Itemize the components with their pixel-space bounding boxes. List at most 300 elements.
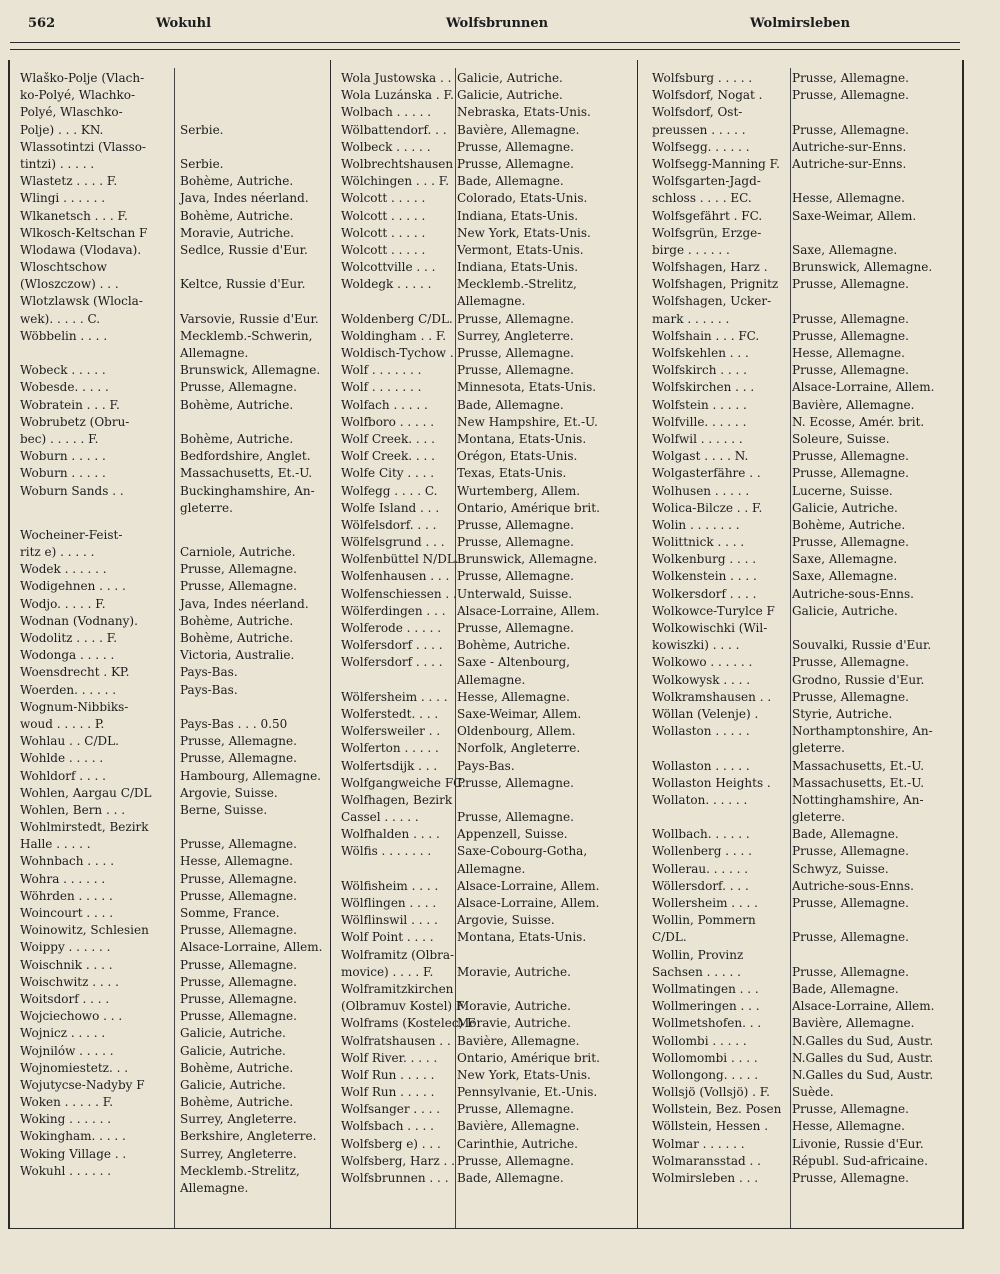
place-name-line: tintzi) . . . . . xyxy=(20,156,95,171)
place-name-line: Wolfsbrunnen . . . xyxy=(341,1171,449,1185)
place-location-line: Keltce, Russie d'Eur. xyxy=(180,277,306,292)
place-location xyxy=(786,620,960,654)
place-location-line: Bade, Allemagne. xyxy=(457,174,564,189)
place-name-line: Wolfegg . . . . C. xyxy=(341,483,438,498)
place-location-line: Bade, Allemagne. xyxy=(457,1171,564,1185)
place-name xyxy=(642,534,786,551)
place-name-line: Wolbach . . . . . xyxy=(341,105,432,120)
gazetteer-entry xyxy=(331,689,637,706)
place-location-line: Soleure, Suisse. xyxy=(792,431,890,446)
place-name xyxy=(642,139,786,156)
place-name xyxy=(10,139,174,173)
gazetteer-entry xyxy=(331,551,637,568)
place-location-line: Hesse, Allemagne. xyxy=(180,854,293,869)
place-name xyxy=(10,733,174,750)
place-location xyxy=(174,939,324,956)
place-name-line: Wobrubetz (Obru- xyxy=(20,414,130,429)
place-location xyxy=(451,139,637,156)
place-location-line: Prusse, Allemagne. xyxy=(180,888,297,903)
place-name-line xyxy=(20,500,174,517)
gazetteer-entry xyxy=(331,259,637,276)
place-location xyxy=(451,981,637,1015)
place-location-line: Hambourg, Allemagne. xyxy=(180,768,321,783)
place-name xyxy=(331,465,451,482)
place-name xyxy=(331,1136,451,1153)
gazetteer-entry xyxy=(331,242,637,259)
place-location-line: Vermont, Etats-Unis. xyxy=(457,242,584,257)
place-name-line: Wolkowo . . . . . . xyxy=(652,655,753,670)
place-location-line: Moravie, Autriche. xyxy=(457,964,571,979)
place-location xyxy=(174,1060,324,1077)
place-name xyxy=(642,861,786,878)
place-location-line: Prusse, Allemagne. xyxy=(792,328,909,343)
place-name xyxy=(10,974,174,991)
place-location xyxy=(451,551,637,568)
place-name-line: Wocheiner-Feist- xyxy=(20,527,123,542)
place-name xyxy=(642,586,786,603)
gazetteer-entry xyxy=(10,647,324,664)
place-name xyxy=(642,173,786,207)
place-name-line: Woincourt . . . . xyxy=(20,906,114,920)
place-location-line: Pays-Bas . . . 0.50 xyxy=(180,716,288,731)
gazetteer-entry xyxy=(331,706,637,723)
gazetteer-entry xyxy=(642,139,960,156)
gazetteer-entry xyxy=(10,991,324,1008)
place-name-line: Wolferstedt. . . . xyxy=(341,706,439,721)
place-name xyxy=(331,637,451,654)
place-location-line: N.Galles du Sud, Austr. xyxy=(792,1050,934,1065)
place-location-line: Prusse, Allemagne. xyxy=(792,964,909,979)
place-name-line: bec) . . . . . F. xyxy=(20,431,99,446)
place-name xyxy=(642,328,786,345)
place-location-line: Prusse, Allemagne. xyxy=(792,277,909,292)
gazetteer-entry xyxy=(10,1111,324,1128)
place-location xyxy=(786,1067,960,1084)
place-location-line: Victoria, Australie. xyxy=(180,648,295,663)
place-location-line: Pays-Bas. xyxy=(180,665,238,680)
gazetteer-entry xyxy=(331,448,637,465)
place-location-line: Souvalki, Russie d'Eur. xyxy=(792,638,932,653)
place-location-line: Bohème, Autriche. xyxy=(792,517,906,532)
place-location xyxy=(786,156,960,173)
gazetteer-entry xyxy=(331,568,637,585)
place-location-line xyxy=(457,947,637,964)
place-location-line: Saxe - Altenbourg, xyxy=(457,655,570,670)
place-name xyxy=(10,465,174,482)
place-location-line: Java, Indes néerland. xyxy=(180,191,309,206)
gazetteer-entry xyxy=(331,1136,637,1153)
place-name xyxy=(642,775,786,792)
place-name-line: Wola Justowska . . xyxy=(341,71,452,85)
place-name-line: Wojnilów . . . . . xyxy=(20,1043,114,1058)
place-name xyxy=(10,853,174,870)
gazetteer-entry xyxy=(10,465,324,482)
place-name xyxy=(331,826,451,843)
place-location-line: Prusse, Allemagne. xyxy=(792,1102,909,1117)
place-location-line: Hesse, Allemagne. xyxy=(457,689,570,704)
place-location-line: Prusse, Allemagne. xyxy=(792,844,909,859)
place-location-line: Galicie, Autriche. xyxy=(180,1077,286,1092)
place-name-line: Wollombi . . . . . xyxy=(652,1033,747,1048)
gazetteer-entry xyxy=(10,70,324,139)
gazetteer-entry xyxy=(331,190,637,207)
place-location xyxy=(786,706,960,723)
place-name xyxy=(10,1094,174,1111)
place-location xyxy=(451,895,637,912)
place-location-line xyxy=(792,173,960,190)
running-header xyxy=(8,16,960,40)
place-location-line xyxy=(457,792,637,809)
place-name xyxy=(10,785,174,802)
place-location xyxy=(786,483,960,500)
place-location xyxy=(174,1077,324,1094)
gazetteer-entry xyxy=(10,1060,324,1077)
place-name-line: Wohldorf . . . . xyxy=(20,768,106,783)
place-location xyxy=(786,1050,960,1067)
gazetteer-entry xyxy=(10,448,324,465)
place-location xyxy=(174,1025,324,1042)
place-name-line: Wodjo. . . . . F. xyxy=(20,596,106,611)
place-location-line: New Hampshire, Et.-U. xyxy=(457,414,598,429)
place-name xyxy=(10,397,174,414)
place-name-line: Wojnicz . . . . . xyxy=(20,1026,106,1041)
place-name-line: Wolfsberg e) . . . xyxy=(341,1136,441,1151)
place-name-line: Wolfsberg, Harz . . xyxy=(341,1153,455,1168)
place-location-line: Carinthie, Autriche. xyxy=(457,1136,578,1151)
place-location-line xyxy=(792,912,960,929)
gazetteer-entry xyxy=(642,1170,960,1187)
gazetteer-entry xyxy=(331,500,637,517)
place-name-line: Wodnan (Vodnany). xyxy=(20,613,138,628)
place-location-line: Surrey, Angleterre. xyxy=(180,1112,297,1127)
place-name xyxy=(10,173,174,190)
gazetteer-entry xyxy=(10,733,324,750)
place-location-line: Alsace-Lorraine, Allem. xyxy=(457,896,600,910)
gazetteer-entry xyxy=(10,957,324,974)
place-name xyxy=(642,1118,786,1135)
gazetteer-entry xyxy=(331,122,637,139)
place-location-line: Prusse, Allemagne. xyxy=(457,346,574,360)
place-location xyxy=(174,922,324,939)
gazetteer-entry xyxy=(642,379,960,396)
gazetteer-entry xyxy=(642,843,960,860)
place-name-line: Wollmetshofen. . . xyxy=(652,1016,762,1031)
place-location-line: Montana, Etats-Unis. xyxy=(457,431,587,446)
place-name-line: Woinowitz, Schlesien xyxy=(20,923,149,938)
place-name xyxy=(642,895,786,912)
place-location xyxy=(451,1033,637,1050)
place-name-line: Wobratein . . . F. xyxy=(20,397,120,412)
place-location-line: Massachusetts, Et.-U. xyxy=(180,466,313,481)
place-name xyxy=(331,551,459,568)
place-name xyxy=(10,293,174,327)
place-location-line: Prusse, Allemagne. xyxy=(457,156,574,171)
place-name xyxy=(331,1118,451,1135)
gazetteer-entry xyxy=(10,1128,324,1145)
place-location xyxy=(451,1118,637,1135)
place-name xyxy=(331,947,455,981)
place-location xyxy=(451,1136,637,1153)
place-name xyxy=(331,379,451,396)
place-name-line: movice) . . . . F. xyxy=(341,964,434,979)
gazetteer-entry xyxy=(331,362,637,379)
place-name-line: Wölchingen . . . F. xyxy=(341,174,450,189)
place-name xyxy=(10,1146,174,1163)
place-location xyxy=(451,947,637,981)
place-name-line: Woburn . . . . . xyxy=(20,449,106,464)
place-location xyxy=(786,981,960,998)
place-location-line: Prusse, Allemagne. xyxy=(180,380,297,395)
place-location-line: N. Ecosse, Amér. brit. xyxy=(792,414,925,429)
place-location-line: Pennsylvanie, Et.-Unis. xyxy=(457,1085,598,1100)
place-name-line: schloss . . . . EC. xyxy=(652,191,752,206)
gazetteer-entry xyxy=(331,534,637,551)
gazetteer-entry xyxy=(10,561,324,578)
place-location xyxy=(174,139,324,173)
place-location-line: Nottinghamshire, An- xyxy=(792,792,924,807)
place-location-line: Allemagne. xyxy=(457,672,526,687)
place-name xyxy=(331,397,451,414)
place-name-line: Wolkersdorf . . . . xyxy=(652,586,757,601)
gazetteer-entry xyxy=(642,1101,960,1118)
place-location xyxy=(786,843,960,860)
place-name-line: Wohlen, Aargau C/DL xyxy=(20,785,152,800)
place-location-line: Wurtemberg, Allem. xyxy=(457,483,581,498)
gazetteer-entry xyxy=(10,888,324,905)
place-location xyxy=(451,843,637,877)
gazetteer-entry xyxy=(642,87,960,104)
place-name-line: ritz e) . . . . . xyxy=(20,545,95,560)
gazetteer-entry xyxy=(642,1050,960,1067)
place-location xyxy=(174,173,324,190)
gazetteer-entry xyxy=(331,483,637,500)
gazetteer-entry xyxy=(331,276,637,310)
place-location-line: Prusse, Allemagne. xyxy=(457,1102,574,1117)
place-location xyxy=(174,379,324,396)
place-name-line: Wolfhagen, Bezirk xyxy=(341,792,453,807)
place-name-line: Wolkowysk . . . . xyxy=(652,672,751,687)
place-name-line: Wolcott . . . . . xyxy=(341,242,426,257)
place-location xyxy=(786,775,960,792)
place-location-line: Alsace-Lorraine, Allem. xyxy=(792,999,935,1014)
place-location xyxy=(786,87,960,104)
place-location xyxy=(451,311,637,328)
place-location-line: Alsace-Lorraine, Allem. xyxy=(457,603,600,618)
gazetteer-entry xyxy=(331,740,637,757)
place-location-line: Bohème, Autriche. xyxy=(180,174,294,189)
place-location-line: Prusse, Allemagne. xyxy=(792,466,909,481)
place-name-line: Wohnbach . . . . xyxy=(20,854,115,869)
place-location xyxy=(451,225,637,242)
gazetteer-entry xyxy=(10,1043,324,1060)
place-location-line: Prusse, Allemagne. xyxy=(180,734,297,749)
gazetteer-entry xyxy=(10,853,324,870)
place-name xyxy=(10,1111,174,1128)
place-location-line: Prusse, Allemagne. xyxy=(792,535,909,550)
place-name-line: Wolfsegg. . . . . . xyxy=(652,139,750,154)
gazetteer-entry xyxy=(10,259,324,293)
place-location xyxy=(174,1111,324,1128)
place-name-line: Wolfsdorf, Ost- xyxy=(652,105,743,120)
gazetteer-entry xyxy=(642,706,960,723)
gazetteer-entry xyxy=(331,70,637,87)
gazetteer-entry xyxy=(642,981,960,998)
place-name-line: Wohlmirstedt, Bezirk xyxy=(20,820,149,835)
place-name-line: Sachsen . . . . . xyxy=(652,964,741,979)
place-name xyxy=(331,122,451,139)
place-name xyxy=(642,104,786,138)
gazetteer-entry xyxy=(10,750,324,767)
place-location xyxy=(786,104,960,138)
place-location-line: Prusse, Allemagne. xyxy=(792,311,909,326)
place-name-line: Wollomombi . . . . xyxy=(652,1050,758,1065)
gazetteer-entry xyxy=(331,912,637,929)
place-location xyxy=(174,853,324,870)
gazetteer-entry xyxy=(642,603,960,620)
place-location-line xyxy=(792,104,960,121)
place-location-line: Prusse, Allemagne. xyxy=(792,88,909,103)
place-name-line: Wollenberg . . . . xyxy=(652,844,752,859)
place-name xyxy=(642,379,786,396)
place-name-line: Wohlau . . C/DL. xyxy=(20,734,119,749)
place-name-line: Wolf Run . . . . . xyxy=(341,1085,435,1100)
place-location xyxy=(786,998,960,1015)
place-name xyxy=(10,362,174,379)
place-location-line xyxy=(792,225,960,242)
place-name xyxy=(331,190,451,207)
place-location xyxy=(786,173,960,207)
place-location-line: Prusse, Allemagne. xyxy=(457,535,574,550)
gazetteer-entry xyxy=(642,1015,960,1032)
gazetteer-entry xyxy=(331,929,637,946)
place-name-line: Wojutycse-Nadyby F xyxy=(20,1077,145,1092)
place-name-line: Wollin, Pommern xyxy=(652,913,756,928)
place-name-line: Wolfsburg . . . . . xyxy=(652,71,753,85)
place-name xyxy=(642,689,786,706)
place-name xyxy=(642,448,786,465)
gazetteer-entry xyxy=(10,596,324,613)
place-location-line xyxy=(792,947,960,964)
place-location-line: Alsace-Lorraine, Allem. xyxy=(457,878,600,893)
place-location xyxy=(451,362,637,379)
place-name-line: Wlkanetsch . . . F. xyxy=(20,208,128,223)
place-location-line: Buckinghamshire, An- xyxy=(180,483,315,498)
place-name xyxy=(331,311,451,328)
place-location xyxy=(451,792,637,826)
gazetteer-entry xyxy=(331,431,637,448)
place-name xyxy=(642,500,786,517)
place-name-line: Wollstein, Bez. Posen xyxy=(652,1102,782,1117)
place-location xyxy=(786,414,960,431)
place-name-line: Woking Village . . xyxy=(20,1146,127,1161)
place-location xyxy=(786,208,960,225)
place-name-line: Wolfenbüttel N/DL. xyxy=(341,552,459,567)
place-location-line: Brunswick, Allemagne. xyxy=(457,552,598,567)
gazetteer-entry xyxy=(642,259,960,276)
place-name-line: Wolf . . . . . . . xyxy=(341,380,422,395)
place-name xyxy=(331,1101,451,1118)
place-location xyxy=(451,586,637,603)
place-location-line: Mecklemb.-Schwerin, xyxy=(180,328,313,343)
gazetteer-entry xyxy=(10,139,324,173)
place-location-line: Prusse, Allemagne. xyxy=(180,751,297,766)
place-name-line: Wöllersdorf. . . . xyxy=(652,878,749,893)
place-name-line: Wola Luzánska . F. xyxy=(341,88,454,103)
place-name-line: Wolcott . . . . . xyxy=(341,225,426,240)
place-name xyxy=(331,345,454,362)
gazetteer-entry xyxy=(10,225,324,242)
place-location xyxy=(451,431,637,448)
place-name-line: Wolbeck . . . . . xyxy=(341,139,431,154)
place-location xyxy=(786,826,960,843)
place-location xyxy=(451,637,637,654)
place-name xyxy=(331,1153,455,1170)
place-name xyxy=(331,87,454,104)
gazetteer-entry xyxy=(331,586,637,603)
place-name xyxy=(331,1170,451,1187)
place-name xyxy=(331,362,451,379)
place-location xyxy=(451,568,637,585)
place-location xyxy=(786,1101,960,1118)
place-name-line: Wolferton . . . . . xyxy=(341,741,439,756)
place-location-line: Moravie, Autriche. xyxy=(457,999,571,1014)
gazetteer-entry xyxy=(642,1153,960,1170)
place-location xyxy=(451,1084,637,1101)
place-name xyxy=(642,208,786,225)
place-location xyxy=(786,654,960,671)
place-location-line: Prusse, Allemagne. xyxy=(180,562,297,577)
place-name xyxy=(10,225,174,242)
gazetteer-entry xyxy=(10,1008,324,1025)
place-name xyxy=(642,672,786,689)
place-name xyxy=(642,276,786,293)
place-name-line: Woldingham . . F. xyxy=(341,328,447,343)
place-location-line: Saxe, Allemagne. xyxy=(792,569,898,584)
place-name-line: Wojnomiestetz. . . xyxy=(20,1060,129,1075)
place-name-line: Wollongong. . . . . xyxy=(652,1067,759,1082)
place-name-line: Woensdrecht . KP. xyxy=(20,665,130,680)
place-name xyxy=(331,500,451,517)
place-location-line: Bavière, Allemagne. xyxy=(457,122,580,137)
place-location xyxy=(174,647,324,664)
place-name-line: Wolfshain . . . FC. xyxy=(652,328,760,343)
place-name xyxy=(642,706,786,723)
place-name xyxy=(331,586,457,603)
place-location-line: Prusse, Allemagne. xyxy=(180,957,297,972)
place-name xyxy=(642,1101,786,1118)
gazetteer-entry xyxy=(331,517,637,534)
place-name-line: Wolfratshausen . . xyxy=(341,1033,451,1048)
column-2 xyxy=(330,60,638,1228)
place-location xyxy=(786,465,960,482)
place-location xyxy=(451,483,637,500)
place-name-line: Wolf . . . . . . . xyxy=(341,363,422,378)
place-name-line xyxy=(20,1180,174,1197)
place-name xyxy=(642,758,786,775)
place-location xyxy=(786,70,960,87)
place-location-line: New York, Etats-Unis. xyxy=(457,225,591,240)
place-location-line: Alsace-Lorraine, Allem. xyxy=(792,380,935,395)
place-location xyxy=(451,723,637,740)
place-name-line: Wolfskirchen . . . xyxy=(652,380,755,395)
place-name-line: Wodigehnen . . . . xyxy=(20,579,126,594)
place-name-line: ko-Polyé, Wlachko- xyxy=(20,88,136,103)
place-name-line: Wollerau. . . . . . xyxy=(652,861,749,876)
place-name-line: Wölbattendorf. . . xyxy=(341,122,447,137)
place-name xyxy=(10,483,174,517)
gazetteer-entry xyxy=(331,1101,637,1118)
place-name xyxy=(331,895,451,912)
